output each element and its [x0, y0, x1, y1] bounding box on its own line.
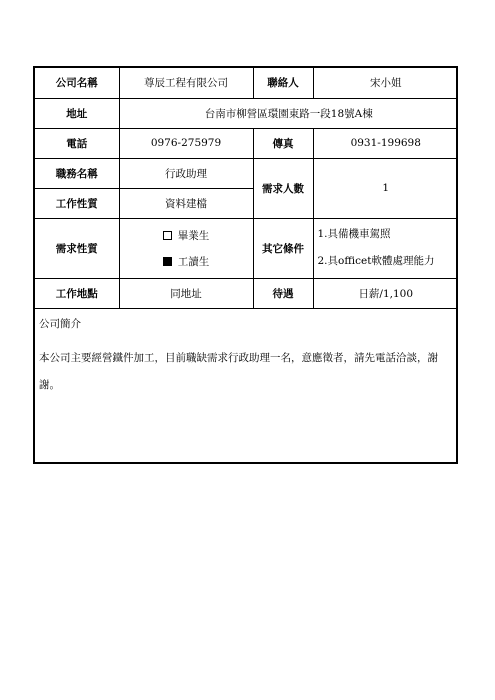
company-intro — [35, 309, 456, 399]
job-nature-value: 資料建檔 — [119, 188, 253, 218]
phone-label: 電話 — [35, 128, 119, 158]
demand-option-part-time[interactable] — [120, 248, 253, 274]
contact-value: 宋小姐 — [313, 68, 458, 98]
job-title-value: 行政助理 — [119, 158, 253, 188]
row-phone — [35, 128, 458, 158]
pay-label: 待遇 — [253, 278, 313, 308]
intro-body: 本公司主要經營鐵件加工，目前職缺需求行政助理一名，意應徵者，請先電話洽談，謝謝。 — [39, 351, 438, 391]
condition-item: 1.具備機車駕照 — [317, 228, 391, 240]
row-address — [35, 98, 458, 128]
job-title-label: 職務名稱 — [35, 158, 119, 188]
other-conditions-list — [313, 218, 458, 278]
job-info-table — [35, 68, 458, 309]
row-location — [35, 278, 458, 308]
demand-option-label: 工讀生 — [177, 255, 210, 268]
contact-label: 聯絡人 — [253, 68, 313, 98]
headcount-value: 1 — [313, 158, 458, 218]
fax-value: 0931-199698 — [313, 128, 458, 158]
row-demand — [35, 218, 458, 278]
demand-option-label: 畢業生 — [177, 229, 210, 242]
location-value: 同地址 — [119, 278, 253, 308]
intro-title: 公司簡介 — [39, 317, 81, 330]
row-company — [35, 68, 458, 98]
pay-value: 日薪/1,100 — [313, 278, 458, 308]
address-label: 地址 — [35, 98, 119, 128]
checkbox-checked-icon[interactable] — [163, 257, 172, 266]
demand-type-options — [119, 218, 253, 278]
fax-label: 傳真 — [253, 128, 313, 158]
checkbox-unchecked-icon[interactable] — [163, 231, 172, 240]
demand-type-label: 需求性質 — [35, 218, 119, 278]
address-value: 台南市柳營區環園東路一段18號A棟 — [119, 98, 458, 128]
condition-item: 2.具officet軟體處理能力 — [317, 255, 435, 267]
job-posting-form — [33, 66, 458, 464]
company-label: 公司名稱 — [35, 68, 119, 98]
row-job-title — [35, 158, 458, 188]
other-conditions-label: 其它條件 — [253, 218, 313, 278]
demand-option-graduate[interactable] — [120, 222, 253, 248]
location-label: 工作地點 — [35, 278, 119, 308]
headcount-label: 需求人數 — [253, 158, 313, 218]
company-value: 尊辰工程有限公司 — [119, 68, 253, 98]
phone-value: 0976-275979 — [119, 128, 253, 158]
job-nature-label: 工作性質 — [35, 188, 119, 218]
